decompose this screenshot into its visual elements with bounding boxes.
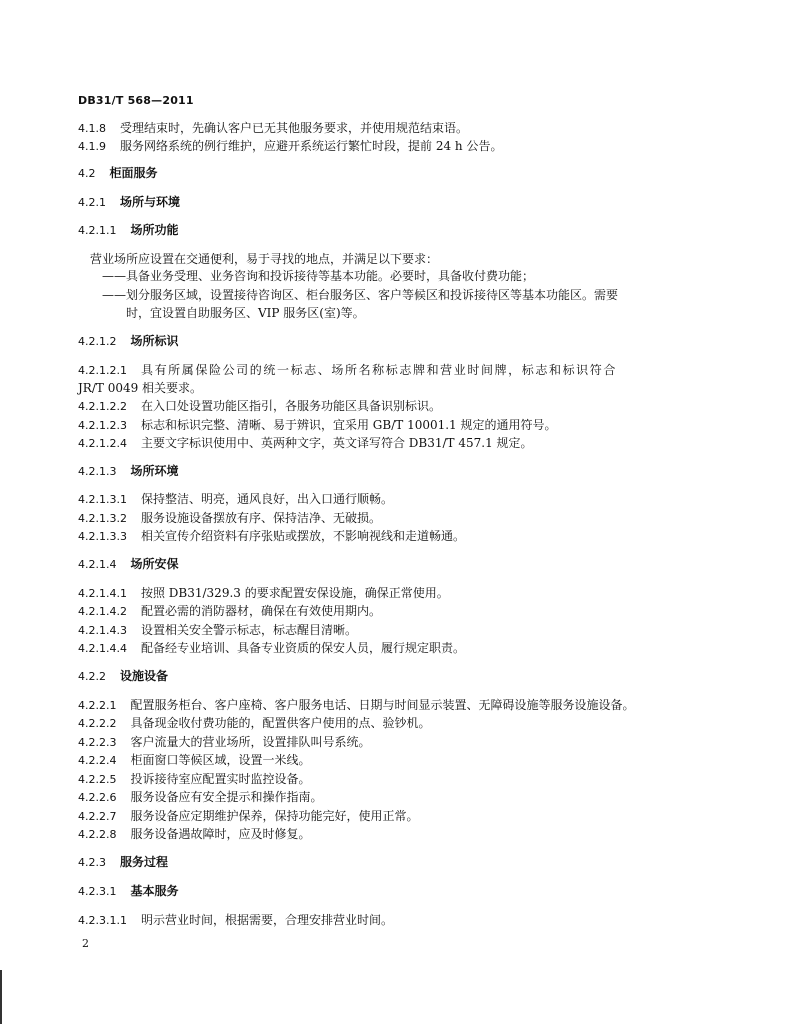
clause-text: 具有所属保险公司的统一标志、场所名称标志牌和营业时间牌，标志和标识符合 <box>140 363 617 377</box>
clause-number: 4.2.1.2.2 <box>78 400 127 413</box>
clause-4-2-2-1 <box>78 698 635 713</box>
clause-4-1-9 <box>78 139 502 154</box>
clause-number: 4.2.1.3.1 <box>78 493 127 506</box>
clause-text: 在入口处设置功能区指引，各服务功能区具备识别标识。 <box>140 399 441 413</box>
clause-4-2-1-3-3 <box>78 529 465 544</box>
clause-text: 柜面窗口等候区域，设置一米线。 <box>130 753 311 767</box>
clause-number: 4.2.2.7 <box>78 810 117 823</box>
clause-4-2-2-8 <box>78 827 311 842</box>
clause-4-2-2-3 <box>78 735 371 750</box>
clause-text: 服务设备应定期维护保养，保持功能完好，使用正常。 <box>130 809 419 823</box>
section-heading-4-2-1-2 <box>78 334 179 349</box>
page-number: 2 <box>82 937 89 950</box>
clause-4-2-1-2-3 <box>78 418 557 433</box>
clause-4-2-2-6 <box>78 790 323 805</box>
clause-4-2-1-4-2 <box>78 604 381 619</box>
clause-number: 4.2.3.1.1 <box>78 914 127 927</box>
clause-text: 配置服务柜台、客户座椅、客户服务电话、日期与时间显示装置、无障碍设施等服务设施设备。 <box>130 698 635 712</box>
clause-4-2-2-2 <box>78 716 431 731</box>
section-heading-4-2-1-4 <box>78 557 179 572</box>
section-heading-4-2-1-1 <box>78 223 179 238</box>
clause-4-2-2-7 <box>78 809 419 824</box>
clause-number: 4.2.2.3 <box>78 736 117 749</box>
clause-number: 4.2.2.5 <box>78 773 117 786</box>
dash-list-item-1: ——具备业务受理、业务咨询和投诉接待等基本功能。必要时，具备收付费功能； <box>102 269 535 283</box>
clause-text: 保持整洁、明亮，通风良好，出入口通行顺畅。 <box>140 492 393 506</box>
clause-number: 4.2.1.3.2 <box>78 512 127 525</box>
clause-text: 投诉接待室应配置实时监控设备。 <box>130 772 311 786</box>
clause-4-2-1-4-3 <box>78 623 357 638</box>
section-title: 设施设备 <box>120 669 169 683</box>
clause-number: 4.2.1.3.3 <box>78 530 127 543</box>
section-heading-4-2-1-3 <box>78 464 179 479</box>
clause-text: 客户流量大的营业场所，设置排队叫号系统。 <box>130 735 371 749</box>
section-title: 柜面服务 <box>109 166 158 180</box>
clause-number: 4.2.2.2 <box>78 717 117 730</box>
clause-4-2-2-4 <box>78 753 311 768</box>
clause-number: 4.1.9 <box>78 140 106 153</box>
section-number: 4.2.3.1 <box>78 885 117 898</box>
section-title: 基本服务 <box>130 884 179 898</box>
dash-list-item-2-line1: ——划分服务区域，设置接待咨询区、柜台服务区、客户等候区和投诉接待区等基本功能区。需要 <box>102 288 619 302</box>
clause-text: 服务设备应有安全提示和操作指南。 <box>130 790 323 804</box>
document-code-header: DB31/T 568—2011 <box>78 94 194 107</box>
clause-4-2-1-2-1-cont: JR/T 0049 相关要求。 <box>78 381 203 395</box>
clause-4-2-1-4-4 <box>78 641 465 656</box>
clause-number: 4.2.2.8 <box>78 828 117 841</box>
clause-4-2-1-3-1 <box>78 492 393 507</box>
page-edge-shadow <box>0 970 2 1024</box>
clause-4-2-2-5 <box>78 772 311 787</box>
clause-number: 4.2.1.4.3 <box>78 624 127 637</box>
section-title: 场所环境 <box>130 464 179 478</box>
clause-number: 4.2.1.2.3 <box>78 419 127 432</box>
section-number: 4.2.1.4 <box>78 558 117 571</box>
clause-text: 设置相关安全警示标志，标志醒目清晰。 <box>140 623 357 637</box>
clause-number: 4.1.8 <box>78 122 106 135</box>
clause-text: 标志和标识完整、清晰、易于辨识，宜采用 GB/T 10001.1 规定的通用符号。 <box>140 418 557 432</box>
section-heading-4-2-2 <box>78 669 168 684</box>
section-title: 服务过程 <box>120 855 169 869</box>
section-number: 4.2.1.1 <box>78 224 117 237</box>
section-number: 4.2.1.3 <box>78 465 117 478</box>
clause-text: 相关宣传介绍资料有序张贴或摆放，不影响视线和走道畅通。 <box>140 529 465 543</box>
section-heading-4-2-1 <box>78 195 180 210</box>
clause-text: 按照 DB31/329.3 的要求配置安保设施，确保正常使用。 <box>140 586 449 600</box>
clause-text: 具备现金收付费功能的，配置供客户使用的点、验钞机。 <box>130 716 431 730</box>
clause-text: 配备经专业培训、具备专业资质的保安人员，履行规定职责。 <box>140 641 465 655</box>
clause-number: 4.2.2.4 <box>78 754 117 767</box>
clause-text: 服务设施设备摆放有序、保持洁净、无破损。 <box>140 511 381 525</box>
section-heading-4-2-3 <box>78 855 168 870</box>
clause-text: 服务设备遇故障时，应及时修复。 <box>130 827 311 841</box>
clause-number: 4.2.2.1 <box>78 699 117 712</box>
clause-4-2-1-2-4 <box>78 436 533 451</box>
section-title: 场所与环境 <box>120 195 181 209</box>
section-heading-4-2-3-1 <box>78 884 179 899</box>
clause-text: 受理结束时，先确认客户已无其他服务要求，并使用规范结束语。 <box>120 121 469 135</box>
clause-number: 4.2.2.6 <box>78 791 117 804</box>
section-number: 4.2 <box>78 167 96 180</box>
section-number: 4.2.1 <box>78 196 106 209</box>
clause-4-2-1-4-1 <box>78 586 449 601</box>
clause-text: 服务网络系统的例行维护，应避开系统运行繁忙时段，提前 24 h 公告。 <box>120 139 503 153</box>
clause-number: 4.2.1.2.4 <box>78 437 127 450</box>
clause-4-2-3-1-1 <box>78 913 393 928</box>
clause-text: 明示营业时间，根据需要，合理安排营业时间。 <box>140 913 393 927</box>
section-title: 场所安保 <box>130 557 179 571</box>
clause-4-2-1-2-1 <box>78 363 643 378</box>
clause-number: 4.2.1.2.1 <box>78 364 127 377</box>
section-number: 4.2.3 <box>78 856 106 869</box>
clause-4-2-1-3-2 <box>78 511 381 526</box>
section-title: 场所标识 <box>130 334 179 348</box>
intro-paragraph: 营业场所应设置在交通便利，易于寻找的地点，并满足以下要求： <box>90 252 439 266</box>
clause-text: 配置必需的消防器材，确保在有效使用期内。 <box>140 604 381 618</box>
section-number: 4.2.2 <box>78 670 106 683</box>
section-number: 4.2.1.2 <box>78 335 117 348</box>
clause-4-1-8 <box>78 121 468 136</box>
clause-text: 主要文字标识使用中、英两种文字，英文译写符合 DB31/T 457.1 规定。 <box>140 436 533 450</box>
section-title: 场所功能 <box>130 223 179 237</box>
clause-number: 4.2.1.4.4 <box>78 642 127 655</box>
clause-number: 4.2.1.4.1 <box>78 587 127 600</box>
dash-list-item-2-line2: 时，宜设置自助服务区、VIP 服务区(室)等。 <box>126 306 365 320</box>
section-heading-4-2 <box>78 166 158 181</box>
clause-4-2-1-2-2 <box>78 399 441 414</box>
clause-number: 4.2.1.4.2 <box>78 605 127 618</box>
